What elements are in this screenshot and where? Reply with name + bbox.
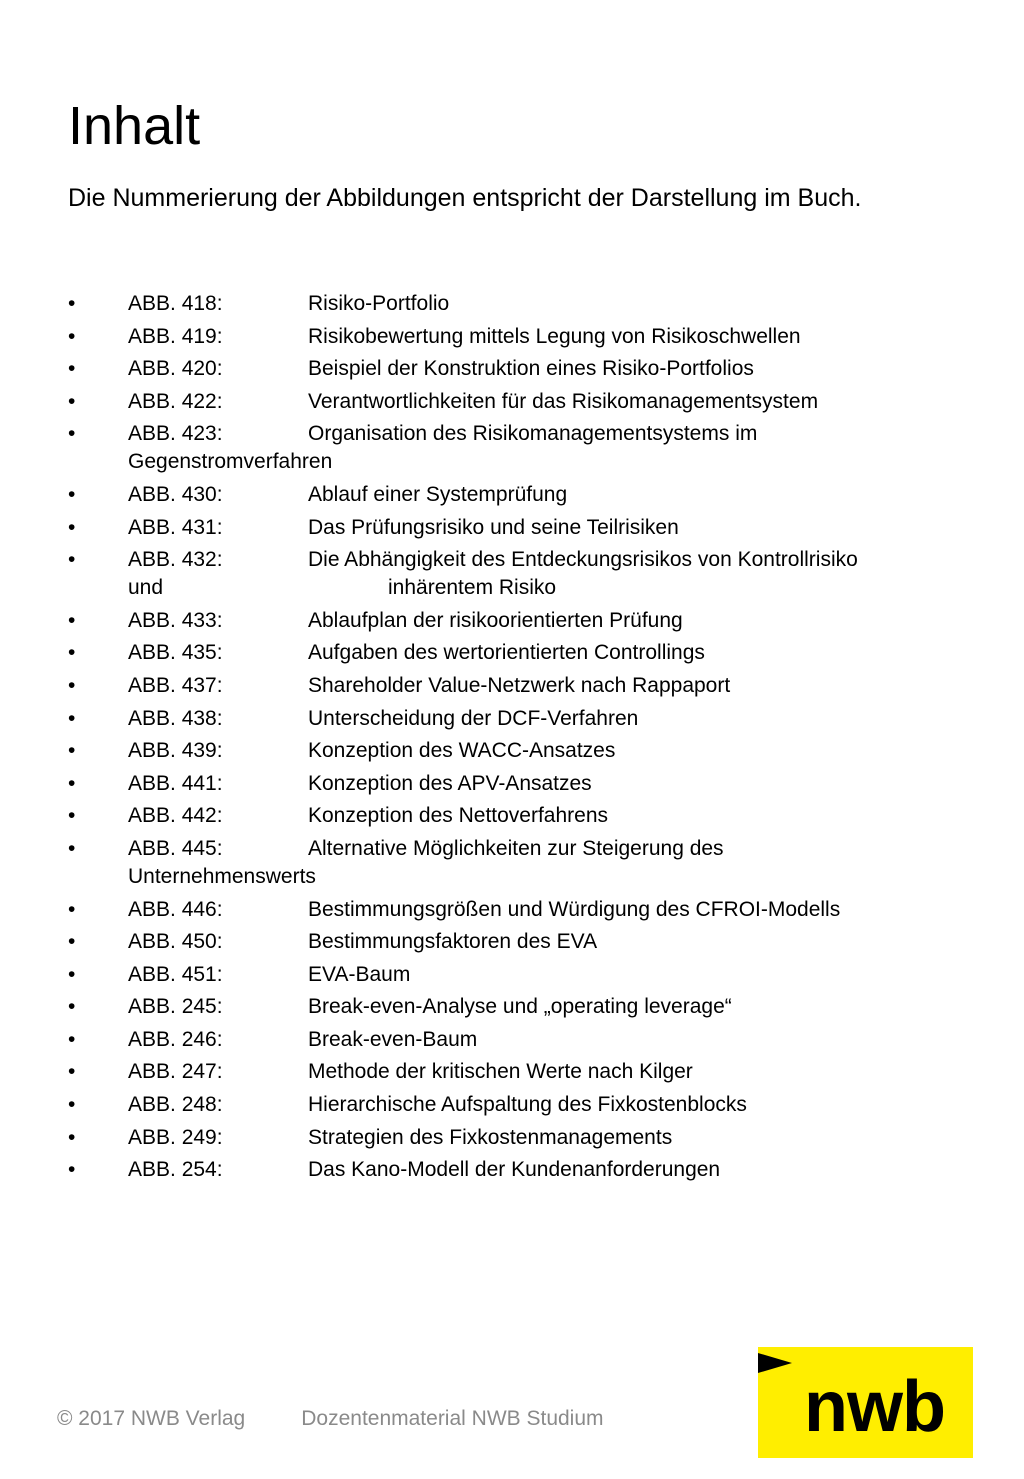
figure-number: ABB. 437: [128,673,223,697]
continuation-text: Gegenstromverfahren [128,450,333,474]
continuation-text: Unternehmenswerts [128,864,316,888]
figure-number: ABB. 445: [128,836,223,860]
figure-number: ABB. 450: [128,930,223,954]
figure-list [68,290,968,1189]
figure-number: ABB. 442: [128,804,223,828]
list-item [68,388,968,416]
figure-title: Alternative Möglichkeiten zur Steigerung des [308,836,724,860]
list-item [68,835,968,891]
figure-title: Risiko-Portfolio [308,292,450,315]
figure-title-continuation [128,574,968,602]
figure-title: Das Prüfungsrisiko und seine Teilrisiken [308,515,679,539]
bullet: • [68,357,76,381]
bullet: • [68,548,76,572]
list-item [68,928,968,956]
figure-number: ABB. 419: [128,324,223,348]
bullet: • [68,422,76,446]
bullet: • [68,482,76,506]
figure-title: Aufgaben des wertorientierten Controllings [308,641,705,665]
bullet: • [68,706,76,730]
figure-number: ABB. 433: [128,608,223,632]
figure-number: ABB. 432: [128,548,223,572]
list-item [68,737,968,765]
list-item [68,607,968,635]
list-item [68,481,968,509]
footer [57,1405,604,1433]
list-item [68,546,968,602]
bullet: • [68,1158,76,1182]
figure-number: ABB. 422: [128,389,223,413]
figure-number: ABB. 439: [128,739,223,763]
bullet: • [68,608,76,632]
figure-title: Bestimmungsgrößen und Würdigung des CFROI-Modells [308,897,841,921]
figure-title: Risikobewertung mittels Legung von Risikoschwellen [308,324,801,348]
figure-title: Methode der kritischen Werte nach Kilger [308,1060,693,1084]
bullet: • [68,1093,76,1117]
list-item [68,323,968,351]
bullet: • [68,324,76,348]
figure-number: ABB. 423: [128,422,223,446]
figure-number: ABB. 247: [128,1060,223,1084]
figure-number: ABB. 418: [128,292,223,315]
figure-title: Beispiel der Konstruktion eines Risiko-Portfolios [308,357,754,381]
logo-wordmark: nwb [804,1367,945,1447]
figure-number: ABB. 246: [128,1027,223,1051]
bullet: • [68,804,76,828]
bullet: • [68,515,76,539]
bullet: • [68,930,76,954]
list-item [68,1156,968,1184]
list-item [68,705,968,733]
list-item [68,993,968,1021]
figure-title: Konzeption des WACC-Ansatzes [308,739,616,763]
figure-number: ABB. 446: [128,897,223,921]
figure-title: Bestimmungsfaktoren des EVA [308,930,598,954]
bullet: • [68,1125,76,1149]
bullet: • [68,771,76,795]
list-item [68,355,968,383]
figure-title: Break-even-Baum [308,1027,478,1051]
figure-number: ABB. 249: [128,1125,223,1149]
figure-number: ABB. 254: [128,1158,223,1182]
continuation-text: und [128,576,164,600]
bullet: • [68,292,76,315]
figure-title: Die Abhängigkeit des Entdeckungsrisikos von Kontrollrisiko [308,548,858,572]
list-item [68,1091,968,1119]
figure-number: ABB. 435: [128,641,223,665]
figure-title: Unterscheidung der DCF-Verfahren [308,706,639,730]
logo-flag-icon [758,1353,792,1373]
figure-title: Strategien des Fixkostenmanagements [308,1125,673,1149]
bullet: • [68,995,76,1019]
figure-title: EVA-Baum [308,962,411,986]
list-item [68,961,968,989]
figure-title-continuation [128,863,968,891]
figure-title-continuation [128,448,968,476]
bullet: • [68,389,76,413]
list-item [68,290,968,318]
figure-title: Konzeption des APV-Ansatzes [308,771,592,795]
figure-number: ABB. 248: [128,1093,223,1117]
bullet: • [68,641,76,665]
figure-title: Das Kano-Modell der Kundenanforderungen [308,1158,721,1182]
page-subtitle: Die Nummerierung der Abbildungen entspricht der Darstellung im Buch. [68,184,862,212]
bullet: • [68,897,76,921]
list-item [68,1026,968,1054]
bullet: • [68,1060,76,1084]
list-item [68,896,968,924]
list-item [68,770,968,798]
figure-number: ABB. 420: [128,357,223,381]
bullet: • [68,1027,76,1051]
footer-copyright: © 2017 NWB Verlag [57,1407,246,1430]
list-item [68,1124,968,1152]
figure-number: ABB. 451: [128,962,223,986]
figure-number: ABB. 441: [128,771,223,795]
list-item [68,802,968,830]
list-item [68,672,968,700]
page-title: Inhalt [68,96,201,156]
bullet: • [68,739,76,763]
figure-title: Shareholder Value-Netzwerk nach Rappaport [308,673,731,697]
figure-title: Verantwortlichkeiten für das Risikomanagementsystem [308,389,819,413]
list-item [68,514,968,542]
figure-number: ABB. 245: [128,995,223,1019]
bullet: • [68,836,76,860]
list-item [68,639,968,667]
figure-title: Konzeption des Nettoverfahrens [308,804,609,828]
figure-title: Break-even-Analyse und „operating leverage“ [308,995,732,1019]
continuation-text: inhärentem Risiko [388,576,557,600]
figure-title: Organisation des Risikomanagementsystems im [308,422,758,446]
bullet: • [68,962,76,986]
list-item [68,420,968,476]
bullet: • [68,673,76,697]
figure-number: ABB. 438: [128,706,223,730]
figure-title: Hierarchische Aufspaltung des Fixkostenblocks [308,1093,747,1117]
nwb-logo [758,1347,973,1458]
list-item [68,1058,968,1086]
figure-title: Ablaufplan der risikoorientierten Prüfung [308,608,683,632]
figure-title: Ablauf einer Systemprüfung [308,482,568,506]
figure-number: ABB. 431: [128,515,223,539]
footer-label: Dozentenmaterial NWB Studium [301,1407,604,1430]
figure-number: ABB. 430: [128,482,223,506]
